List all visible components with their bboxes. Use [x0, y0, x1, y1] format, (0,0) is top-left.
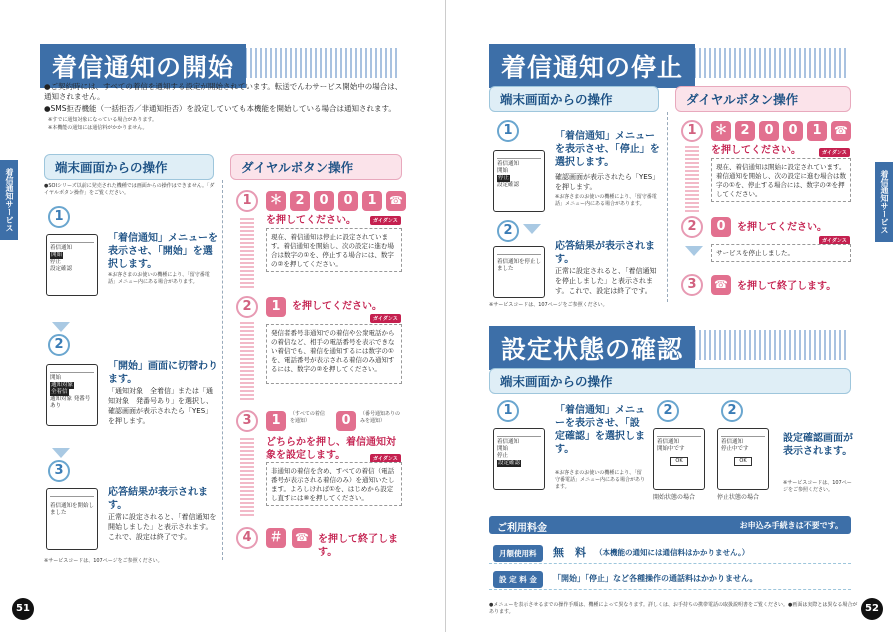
down-stripes	[685, 146, 699, 212]
guidance-box: サービスを停止しました。	[711, 244, 851, 262]
key-2: 2	[290, 191, 310, 211]
guidance-box: 発信者番号非通知での着信や公衆電話からの着信など、相手の電話番号を表示できない着信でも、着信を通知するには数字の①を、電話番号が表示される着信のみ通知するには、数字の②を押してください。	[266, 324, 402, 384]
page-title-start: 着信通知の開始	[40, 44, 246, 88]
terminal-section-head: 端末画面からの操作	[44, 154, 214, 180]
step-number: 1	[497, 120, 519, 142]
page-number: 52	[861, 598, 883, 620]
phone-key-icon: ☎	[386, 191, 406, 211]
step-body: 正常に設定されると、「着信通知を開始しました」と表示されます。これで、設定は終了です。	[108, 513, 217, 541]
dial-step-number: 4	[236, 527, 258, 549]
dial-step-text: を押してください。	[266, 215, 356, 226]
key-0: 0	[314, 191, 334, 211]
dial-step-number: 3	[236, 410, 258, 432]
right-page	[447, 0, 893, 632]
step-body: 「通知対象 全着信」または「通知対象 発番号あり」を選択し、確認画面が表示されたら「YES」を押します。	[108, 387, 213, 425]
down-arrow-icon	[52, 322, 70, 334]
step-number: 2	[48, 334, 70, 356]
guidance-box: 現在、着信通知は開始に設定されています。着信通知を開始し、次の設定に進む場合は数字の①を、停止する場合には、数字の②を押してください。	[711, 158, 851, 202]
key-1: 1	[807, 121, 827, 141]
page-title-status: 設定状態の確認	[489, 326, 695, 370]
intro-note-2: ※本機能の通知には通信料がかかりません。	[48, 125, 148, 131]
dial-step-number: 2	[236, 296, 258, 318]
fee-note: お申込み手続きは不要です。	[739, 521, 843, 530]
terminal-note: ●SOIシリーズ以前に発売された機種では画面からの操作はできません。「ダイヤルボタン操作」をご覧ください。	[44, 183, 215, 196]
side-tab: 着信通知サービス	[875, 162, 893, 242]
key-1: 1	[266, 411, 286, 431]
step-number: 2	[721, 400, 743, 422]
guidance-tag: ガイダンス	[819, 236, 850, 245]
footer-note: ●メニューを表示させるまでの操作手順は、機種によって異なります。詳しくは、お手持ちの携帯電話の取扱説明書をご覧ください。●画面は実際とは異なる場合があります。	[489, 602, 858, 615]
ok-button[interactable]: OK	[670, 457, 687, 466]
key-asterisk: ＊	[266, 191, 286, 211]
step-body: 正常に設定されると、「着信通知を停止しました」と表示されます。これで、設定は終了です。	[555, 267, 657, 295]
phone-screen: 着信通知 停止中です OK	[717, 428, 769, 490]
step-title: 応答結果が表示されます。	[555, 241, 655, 265]
step-title: 「着信通知」メニューを表示させ、「開始」を選択します。	[108, 233, 218, 270]
dial-step-number: 1	[681, 120, 703, 142]
ok-button[interactable]: OK	[734, 457, 751, 466]
page-title-stop: 着信通知の停止	[489, 44, 695, 88]
key-0: 0	[783, 121, 803, 141]
intro-note-1: ※すでに通知対象になっている場合があります。	[48, 117, 157, 123]
phone-screen: 着信通知 開始 停止 設定確認	[493, 150, 545, 212]
fee-label-setting: 設 定 料 金	[493, 571, 543, 588]
page-number: 51	[12, 598, 34, 620]
option-label: （すべての着信を通知）	[290, 411, 325, 424]
fee-monthly-note: （本機能の通知には通信料はかかりません。）	[595, 548, 750, 557]
guidance-box: 現在、着信通知は停止に設定されています。着信通知を開始し、次の設定に進む場合は数字の①を、停止する場合には、数字の②を押してください。	[266, 228, 402, 272]
dial-step-number: 2	[681, 216, 703, 238]
step-note: ※お客さまのお使いの機種により、「留守番電話」メニュー内にある場合があります。	[108, 272, 210, 285]
step-body: 確認画面が表示されたら「YES」を押します。	[555, 173, 660, 191]
intro-1: ●ご契約時には、すべての着信を通知する設定が開始されています。転送でんわサービス開始中の場合は、通知されません。	[44, 82, 403, 101]
phone-screen: 着信通知 開始 停止 設定確認	[46, 234, 98, 296]
key-0: 0	[759, 121, 779, 141]
step-number: 2	[497, 220, 519, 242]
down-arrow-icon	[52, 448, 70, 460]
phone-screen: 着信通知 開始中です OK	[653, 428, 705, 490]
dial-step-text: を押して終了します。	[318, 534, 398, 558]
down-arrow-icon	[685, 246, 703, 258]
key-2: 2	[735, 121, 755, 141]
phone-screen: 着信通知 開始 停止 設定確認	[493, 428, 545, 490]
dial-step-number: 1	[236, 190, 258, 212]
divider	[222, 180, 223, 560]
phone-screen: 開始 通知対象 全着信 通知対象 発番号あり	[46, 364, 98, 426]
down-arrow-icon	[523, 224, 541, 236]
dial-section-head: ダイヤルボタン操作	[230, 154, 402, 180]
fee-value-monthly: 無 料	[553, 546, 586, 559]
dial-section-head: ダイヤルボタン操作	[675, 86, 851, 112]
terminal-section-head: 端末画面からの操作	[489, 86, 659, 112]
down-stripes	[240, 322, 254, 400]
screen-caption: 開始状態の場合	[653, 494, 696, 501]
left-page	[0, 0, 446, 632]
guidance-tag: ガイダンス	[370, 454, 401, 463]
fee-value-setting: 「開始」「停止」など各種操作の通話料はかかりません。	[553, 574, 758, 583]
step-note: ※サービスコードは、107ページをご参照ください。	[783, 480, 852, 493]
phone-screen: 着信通知を開始しました	[46, 488, 98, 550]
side-tab: 着信通知サービス	[0, 160, 18, 240]
dial-step-number: 3	[681, 274, 703, 296]
option-label: （番号通知ありのみを通知）	[360, 411, 401, 424]
guidance-tag: ガイダンス	[370, 216, 401, 225]
phone-key-icon: ☎	[292, 528, 312, 548]
dial-step-text: を押してください。	[292, 301, 382, 312]
dial-step-text: を押してください。	[737, 222, 827, 233]
key-0: 0	[336, 411, 356, 431]
divider	[667, 112, 668, 302]
step-title: 「着信通知」メニューを表示させ、「設定確認」を選択します。	[555, 405, 645, 455]
step-title: 「着信通知」メニューを表示させ、「停止」を選択します。	[555, 131, 660, 168]
dial-step-text: を押してください。	[711, 145, 801, 156]
footer-note: ※サービスコードは、107ページをご参照ください。	[44, 558, 163, 564]
step-number: 1	[48, 206, 70, 228]
key-1: 1	[362, 191, 382, 211]
key-1: 1	[266, 297, 286, 317]
step-note: ※お客さまのお使いの機種により、「留守番電話」メニュー内にある場合があります。	[555, 470, 646, 490]
intro-2: ●SMS拒否機能（一括拒否／非通知拒否）を設定していても本機能を開始している場合は通知されます。	[44, 104, 396, 113]
down-stripes	[240, 436, 254, 516]
step-title: 設定確認画面が表示されます。	[783, 433, 853, 457]
key-0: 0	[338, 191, 358, 211]
guidance-box: 非通知の着信を含め、すべての着信（電話番号が表示される着信のみ）を通知いたします。よろしければ①を、はじめから設定し直すには⑧を押してください。	[266, 462, 402, 506]
phone-key-icon: ☎	[711, 275, 731, 295]
step-number: 3	[48, 460, 70, 482]
step-note: ※お客さまのお使いの機種により、「留守番電話」メニュー内にある場合があります。	[555, 194, 657, 207]
step-title: 「開始」画面に切替わります。	[108, 361, 218, 385]
step-number: 2	[657, 400, 679, 422]
key-0: 0	[711, 217, 731, 237]
fee-label-monthly: 月額使用料	[493, 545, 543, 562]
guidance-tag: ガイダンス	[819, 148, 850, 157]
status-section-head: 端末画面からの操作	[489, 368, 851, 394]
step-title: 応答結果が表示されます。	[108, 487, 208, 511]
phone-screen: 着信通知を停止しました	[493, 246, 545, 298]
key-hash: ＃	[266, 528, 286, 548]
fee-title: ご利用料金	[497, 523, 547, 534]
guidance-tag: ガイダンス	[370, 314, 401, 323]
screen-caption: 停止状態の場合	[717, 494, 760, 501]
dial-step-text: どちらかを押し、着信通知対象を設定します。	[266, 437, 396, 461]
fee-header	[489, 516, 851, 534]
phone-key-icon: ☎	[831, 121, 851, 141]
footer-note: ※サービスコードは、107ページをご参照ください。	[489, 302, 608, 308]
step-number: 1	[497, 400, 519, 422]
key-asterisk: ＊	[711, 121, 731, 141]
dial-step-text: を押して終了します。	[737, 281, 837, 292]
down-stripes	[240, 216, 254, 288]
